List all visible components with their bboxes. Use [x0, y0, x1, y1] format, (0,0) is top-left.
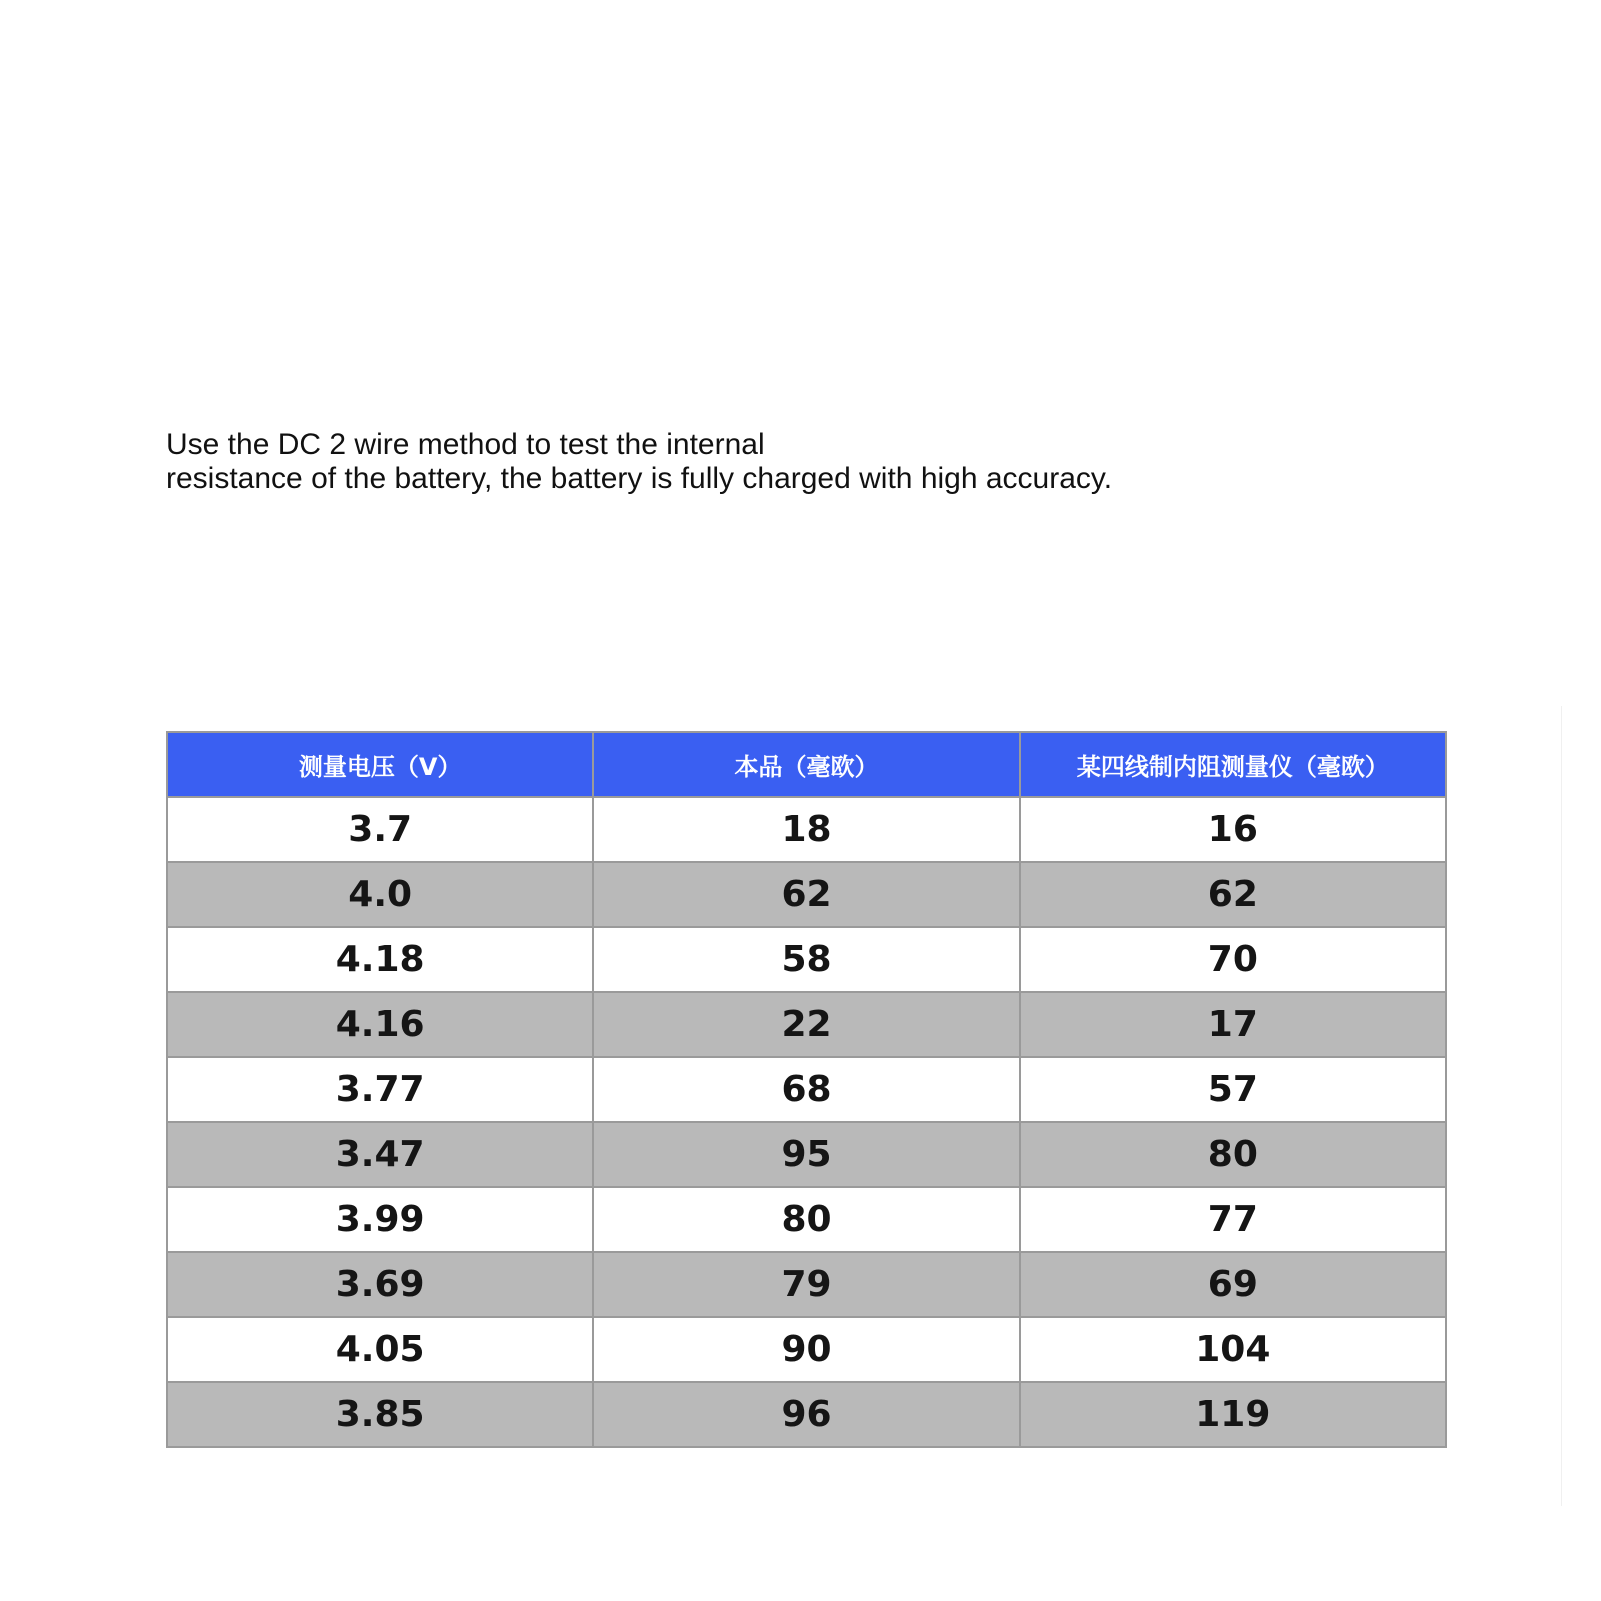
cell-meter-resistance: 70 [1020, 927, 1446, 992]
table-row [167, 1317, 1446, 1382]
cell-product-resistance: 90 [593, 1317, 1019, 1382]
cell-voltage: 3.7 [167, 797, 593, 862]
cell-meter-resistance: 16 [1020, 797, 1446, 862]
cell-voltage: 3.77 [167, 1057, 593, 1122]
cell-voltage: 4.16 [167, 992, 593, 1057]
table-row [167, 1382, 1446, 1447]
table-header-row [167, 732, 1446, 797]
cell-product-resistance: 79 [593, 1252, 1019, 1317]
table-row [167, 1057, 1446, 1122]
description-line-1: Use the DC 2 wire method to test the internal [166, 428, 765, 461]
description-text [166, 428, 1112, 496]
cell-product-resistance: 95 [593, 1122, 1019, 1187]
cell-product-resistance: 68 [593, 1057, 1019, 1122]
cell-product-resistance: 96 [593, 1382, 1019, 1447]
cell-meter-resistance: 80 [1020, 1122, 1446, 1187]
cell-meter-resistance: 17 [1020, 992, 1446, 1057]
cell-meter-resistance: 119 [1020, 1382, 1446, 1447]
table-row [167, 797, 1446, 862]
cell-voltage: 3.99 [167, 1187, 593, 1252]
cell-product-resistance: 62 [593, 862, 1019, 927]
cell-product-resistance: 18 [593, 797, 1019, 862]
table-row [167, 992, 1446, 1057]
cell-product-resistance: 58 [593, 927, 1019, 992]
table-row [167, 927, 1446, 992]
cell-meter-resistance: 62 [1020, 862, 1446, 927]
description-line-2: resistance of the battery, the battery is fully charged with high accuracy. [166, 462, 1113, 495]
comparison-table-container [166, 731, 1447, 1448]
cell-voltage: 4.05 [167, 1317, 593, 1382]
cell-meter-resistance: 57 [1020, 1057, 1446, 1122]
table-row [167, 1252, 1446, 1317]
header-this-product: 本品（毫欧） [593, 732, 1019, 797]
header-measured-voltage: 测量电压（V） [167, 732, 593, 797]
cell-voltage: 3.85 [167, 1382, 593, 1447]
cell-meter-resistance: 77 [1020, 1187, 1446, 1252]
cell-product-resistance: 22 [593, 992, 1019, 1057]
cell-meter-resistance: 104 [1020, 1317, 1446, 1382]
cell-voltage: 4.0 [167, 862, 593, 927]
header-four-wire-meter: 某四线制内阻测量仪（毫欧） [1020, 732, 1446, 797]
table-row [167, 1187, 1446, 1252]
cell-voltage: 3.69 [167, 1252, 593, 1317]
table-row [167, 862, 1446, 927]
cell-voltage: 4.18 [167, 927, 593, 992]
right-edge-divider [1561, 706, 1562, 1506]
table-row [167, 1122, 1446, 1187]
cell-product-resistance: 80 [593, 1187, 1019, 1252]
cell-voltage: 3.47 [167, 1122, 593, 1187]
resistance-comparison-table [166, 731, 1447, 1448]
cell-meter-resistance: 69 [1020, 1252, 1446, 1317]
